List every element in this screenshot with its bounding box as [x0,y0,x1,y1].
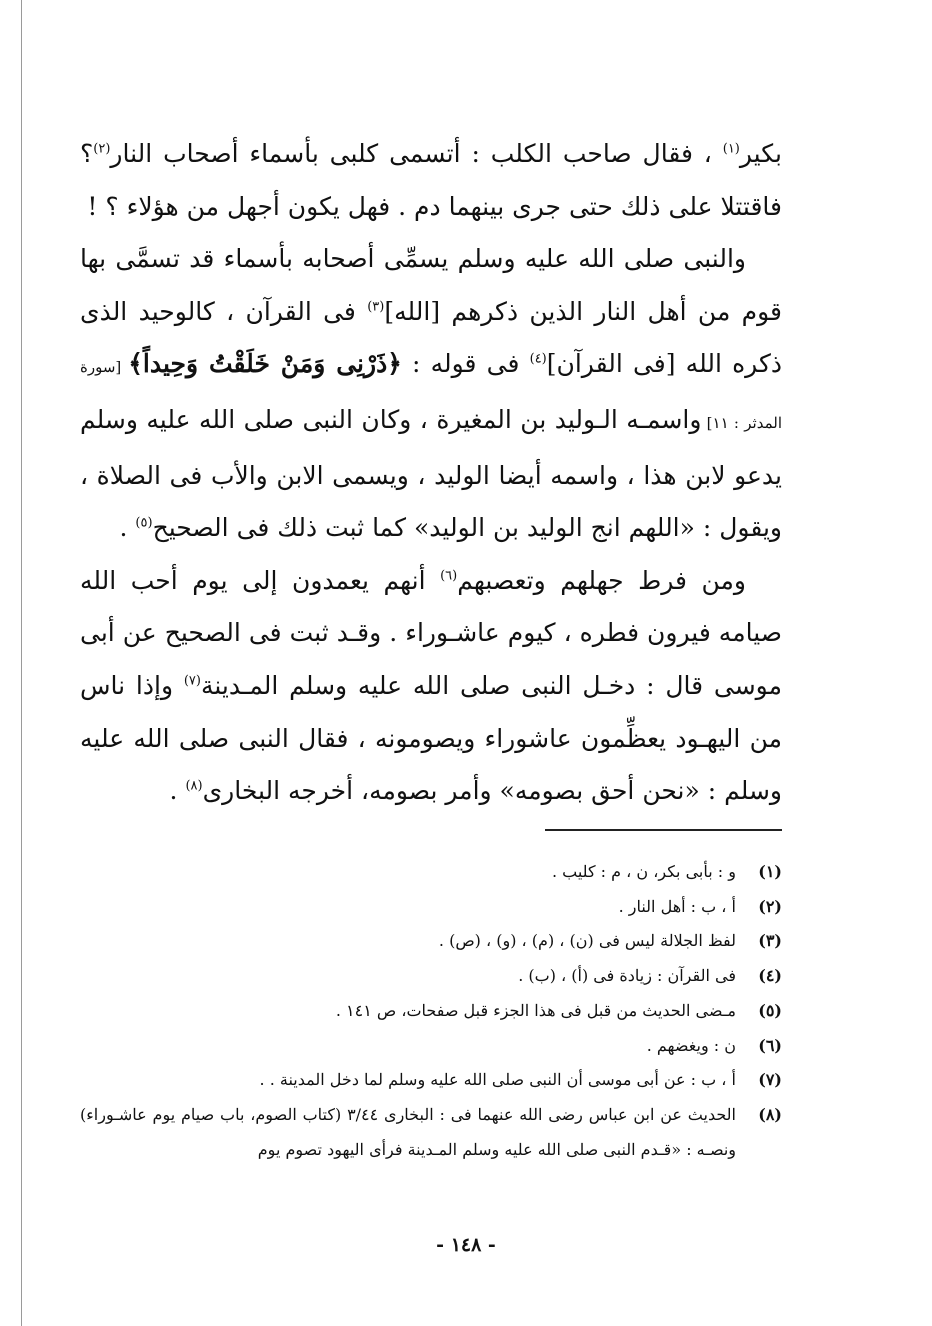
footnote-text: لفظ الجلالة ليس فى (ن) ، (م) ، (و) ، (ص) . [438,931,736,951]
text-run: . [119,513,136,543]
text-run: ؟ فاقتتلا على ذلك حتى جرى بينهما دم . فهل يكون أجهل من هؤلاء ؟ ! [80,139,782,221]
footnote-number: (٥) [758,1000,782,1020]
footnote-item [80,890,782,925]
footnote-ref-4[interactable]: (٤) [529,352,547,368]
footnote-item [80,994,782,1029]
footnote-ref-7[interactable]: (٧) [183,673,201,689]
footnote-number: (١) [758,862,782,881]
paragraph-3 [80,555,782,818]
footnote-text: أ ، ب : عن أبى موسى أن النبى صلى الله عليه وسلم لما دخل المدينة . . [259,1070,736,1090]
footnote-number: (٨) [758,1104,782,1124]
paragraph-2 [80,233,782,555]
footnote-ref-3[interactable]: (٣) [367,299,385,315]
footnote-item [80,855,782,890]
text-run: واسمـه الـوليد بن المغيرة ، وكان النبى صلى الله عليه وسلم يدعو لابن هذا ، واسمه أيضا الوليد ، ويسمى الابن والأب فى الصلاة ، ويقول : «اللهم انج الوليد بن الوليد» كما ثبت ذلك فى الصحيح [80,404,782,543]
footnote-text: و : بأبى بكر، ن ، م : كليب . [551,862,736,881]
quran-verse: ﴿ذَرْنِى وَمَنْ خَلَقْتُ وَحِيداً﴾ [128,349,402,379]
footnote-number: (٢) [758,896,782,916]
footnotes-list [80,855,782,1167]
text-run: فى قوله : [401,349,530,379]
left-margin-rule [21,0,22,1326]
footnote-text: الحديث عن ابن عباس رضى الله عنهما فى : البخارى ٣/٤٤ (كتاب الصوم، باب صيام يوم عاشـوراء) ونصـه : «قـدم النبى صلى الله عليه وسلم المـدينة فرأى اليهود تصوم يوم [80,1104,736,1159]
footnote-item [80,924,782,959]
text-run: ومن فرط جهلهم وتعصبهم [457,565,747,595]
footnote-ref-6[interactable]: (٦) [440,568,458,584]
text-run: بكير [739,139,782,168]
text-run: . [169,776,186,806]
sura-reference: [سورة المدثر : ١١] [80,358,782,432]
footnote-text: فى القرآن : زيادة فى (أ) ، (ب) . [518,966,736,986]
text-run: أنهم يعمدون إلى يوم أحب الله صيامه فيرون فطره ، كيوم عاشـوراء . وقـد ثبت فى الصحيح عن أبى موسى قال : دخـل النبى صلى الله عليه وسلم المـدينة [80,565,782,700]
footnote-item [80,1098,782,1167]
footnote-text: مـضى الحديث من قبل فى هذا الجزء قبل صفحات، ص ١٤١ . [335,1000,736,1020]
footnote-ref-1[interactable]: (١) [722,141,740,157]
text-run: وإذا ناس من اليهـود يعظِّمون عاشوراء ويصومونه ، فقال النبى صلى الله عليه وسلم : «نحن أحق بصومه» وأمر بصومه، أخرجه البخارى [80,670,782,806]
text-run: ، فقال صاحب الكلب : أتسمى كلبى بأسماء أصحاب النار [110,139,712,168]
footnote-number: (٤) [758,966,782,986]
footnote-ref-8[interactable]: (٨) [185,778,203,794]
footnote-item [80,959,782,994]
footnote-text: ن : ويغضهم . [646,1035,736,1055]
footnote-number: (٣) [758,931,782,951]
footnote-ref-2[interactable]: (٢) [93,141,111,157]
text-run: والنبى صلى الله عليه وسلم يسمِّى أصحابه بأسماء قد تسمَّى بها قوم من أهل النار الذين ذكرهم [الله] [80,244,782,326]
footnote-text: أ ، ب : أهل النار . [618,896,736,916]
page-number: - ١٤٨ - [436,1234,496,1256]
footnote-number: (٧) [758,1070,782,1090]
paragraph-1 [80,128,782,233]
footnote-item [80,1029,782,1064]
footnote-item [80,1063,782,1098]
footnote-number: (٦) [758,1035,782,1055]
text-run: فى القرآن ، كالوحيد الذى ذكره الله [فى القرآن] [80,296,782,379]
footnote-ref-5[interactable]: (٥) [135,515,153,531]
main-text [80,128,782,818]
footnote-separator [545,829,782,831]
